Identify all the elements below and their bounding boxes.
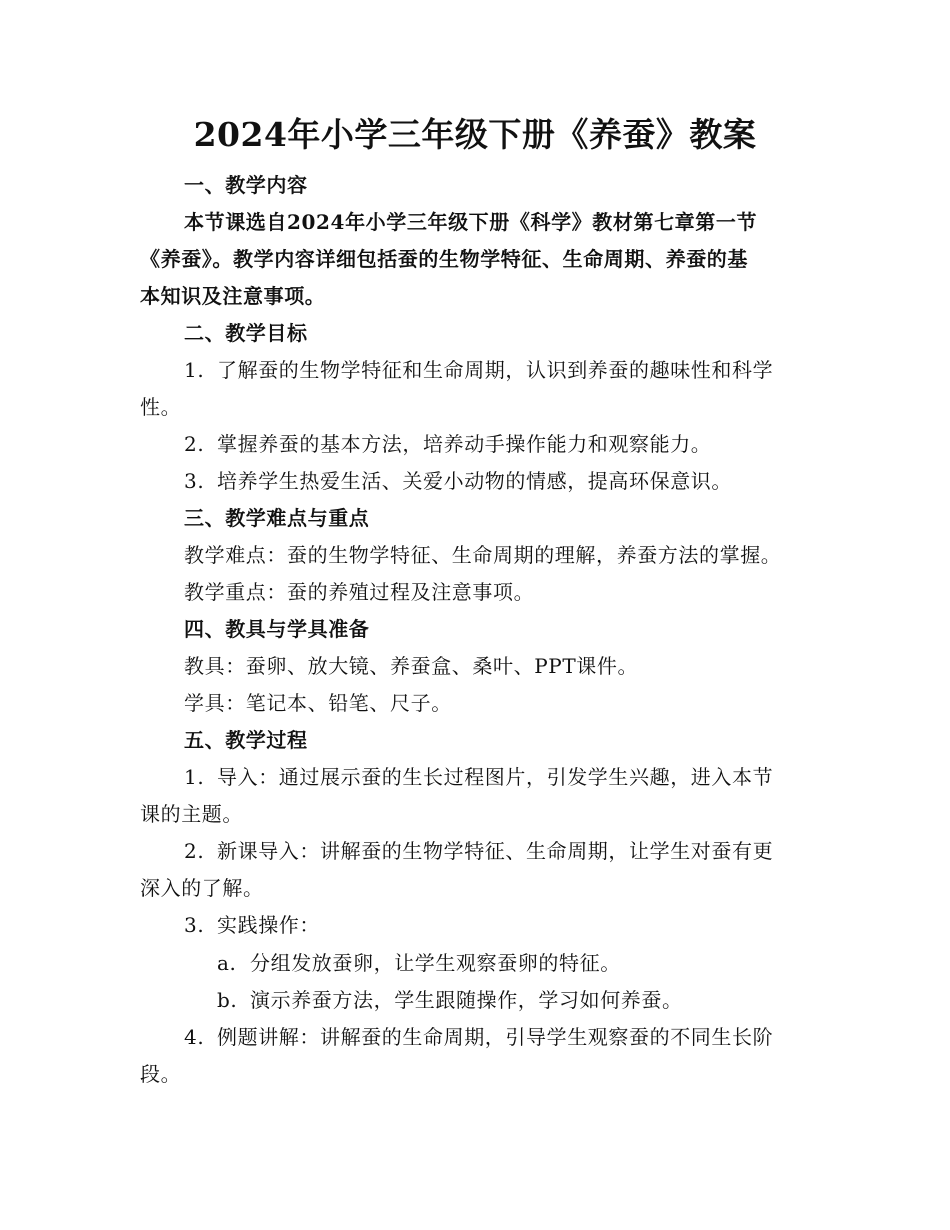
section-heading-difficulty: 三、教学难点与重点 [184, 506, 370, 530]
key-point-text: 教学重点：蚕的养殖过程及注意事项。 [184, 580, 535, 604]
list-number: 3. [184, 913, 205, 937]
objective-text: 了解蚕的生物学特征和生命周期，认识到养蚕的趣味性和科学 [217, 358, 774, 382]
content-paragraph-line-3: 本知识及注意事项。 [140, 284, 326, 308]
process-item-1 [184, 762, 773, 792]
list-number: 2. [184, 839, 205, 863]
list-number: 3. [184, 469, 205, 493]
objective-item-3 [184, 466, 732, 496]
subitem-text: 分组发放蚕卵，让学生观察蚕卵的特征。 [250, 951, 621, 975]
subitem-text: 演示养蚕方法，学生跟随操作，学习如何养蚕。 [250, 988, 683, 1012]
process-item-4-continuation: 段。 [140, 1062, 182, 1086]
process-subitem-a [217, 948, 621, 978]
student-materials-text: 学具：笔记本、铅笔、尺子。 [184, 691, 452, 715]
process-text: 导入：通过展示蚕的生长过程图片，引发学生兴趣，进入本节 [217, 765, 774, 789]
document-title: 2024年小学三年级下册《养蚕》教案 [193, 115, 757, 154]
list-number: 2. [184, 432, 205, 456]
objective-item-2 [184, 429, 711, 459]
section-heading-objectives: 二、教学目标 [184, 321, 308, 345]
objective-item-1-continuation: 性。 [140, 395, 182, 419]
list-letter: a. [217, 951, 237, 975]
process-text: 实践操作： [217, 913, 320, 937]
process-item-2-continuation: 深入的了解。 [140, 876, 264, 900]
process-item-4 [184, 1022, 773, 1052]
content-paragraph-line-2: 《养蚕》。教学内容详细包括蚕的生物学特征、生命周期、养蚕的基 [140, 247, 748, 271]
section-heading-content: 一、教学内容 [184, 173, 308, 197]
list-number: 1. [184, 358, 205, 382]
process-text: 例题讲解：讲解蚕的生命周期，引导学生观察蚕的不同生长阶 [217, 1025, 774, 1049]
objective-item-1 [184, 355, 773, 385]
list-letter: b. [217, 988, 238, 1012]
difficulty-text: 教学难点：蚕的生物学特征、生命周期的理解，养蚕方法的掌握。 [184, 543, 782, 567]
list-number: 1. [184, 765, 205, 789]
objective-text: 培养学生热爱生活、关爱小动物的情感，提高环保意识。 [217, 469, 732, 493]
content-paragraph-line-1: 本节课选自2024年小学三年级下册《科学》教材第七章第一节 [184, 210, 758, 234]
process-item-3 [184, 910, 320, 940]
teacher-materials-text: 教具：蚕卵、放大镜、养蚕盒、桑叶、PPT课件。 [184, 654, 639, 678]
process-subitem-b [217, 985, 683, 1015]
section-heading-materials: 四、教具与学具准备 [184, 617, 370, 641]
process-text: 新课导入：讲解蚕的生物学特征、生命周期，让学生对蚕有更 [217, 839, 774, 863]
list-number: 4. [184, 1025, 205, 1049]
process-item-2 [184, 836, 773, 866]
section-heading-process: 五、教学过程 [184, 728, 308, 752]
process-item-1-continuation: 课的主题。 [140, 802, 243, 826]
objective-text: 掌握养蚕的基本方法，培养动手操作能力和观察能力。 [217, 432, 712, 456]
